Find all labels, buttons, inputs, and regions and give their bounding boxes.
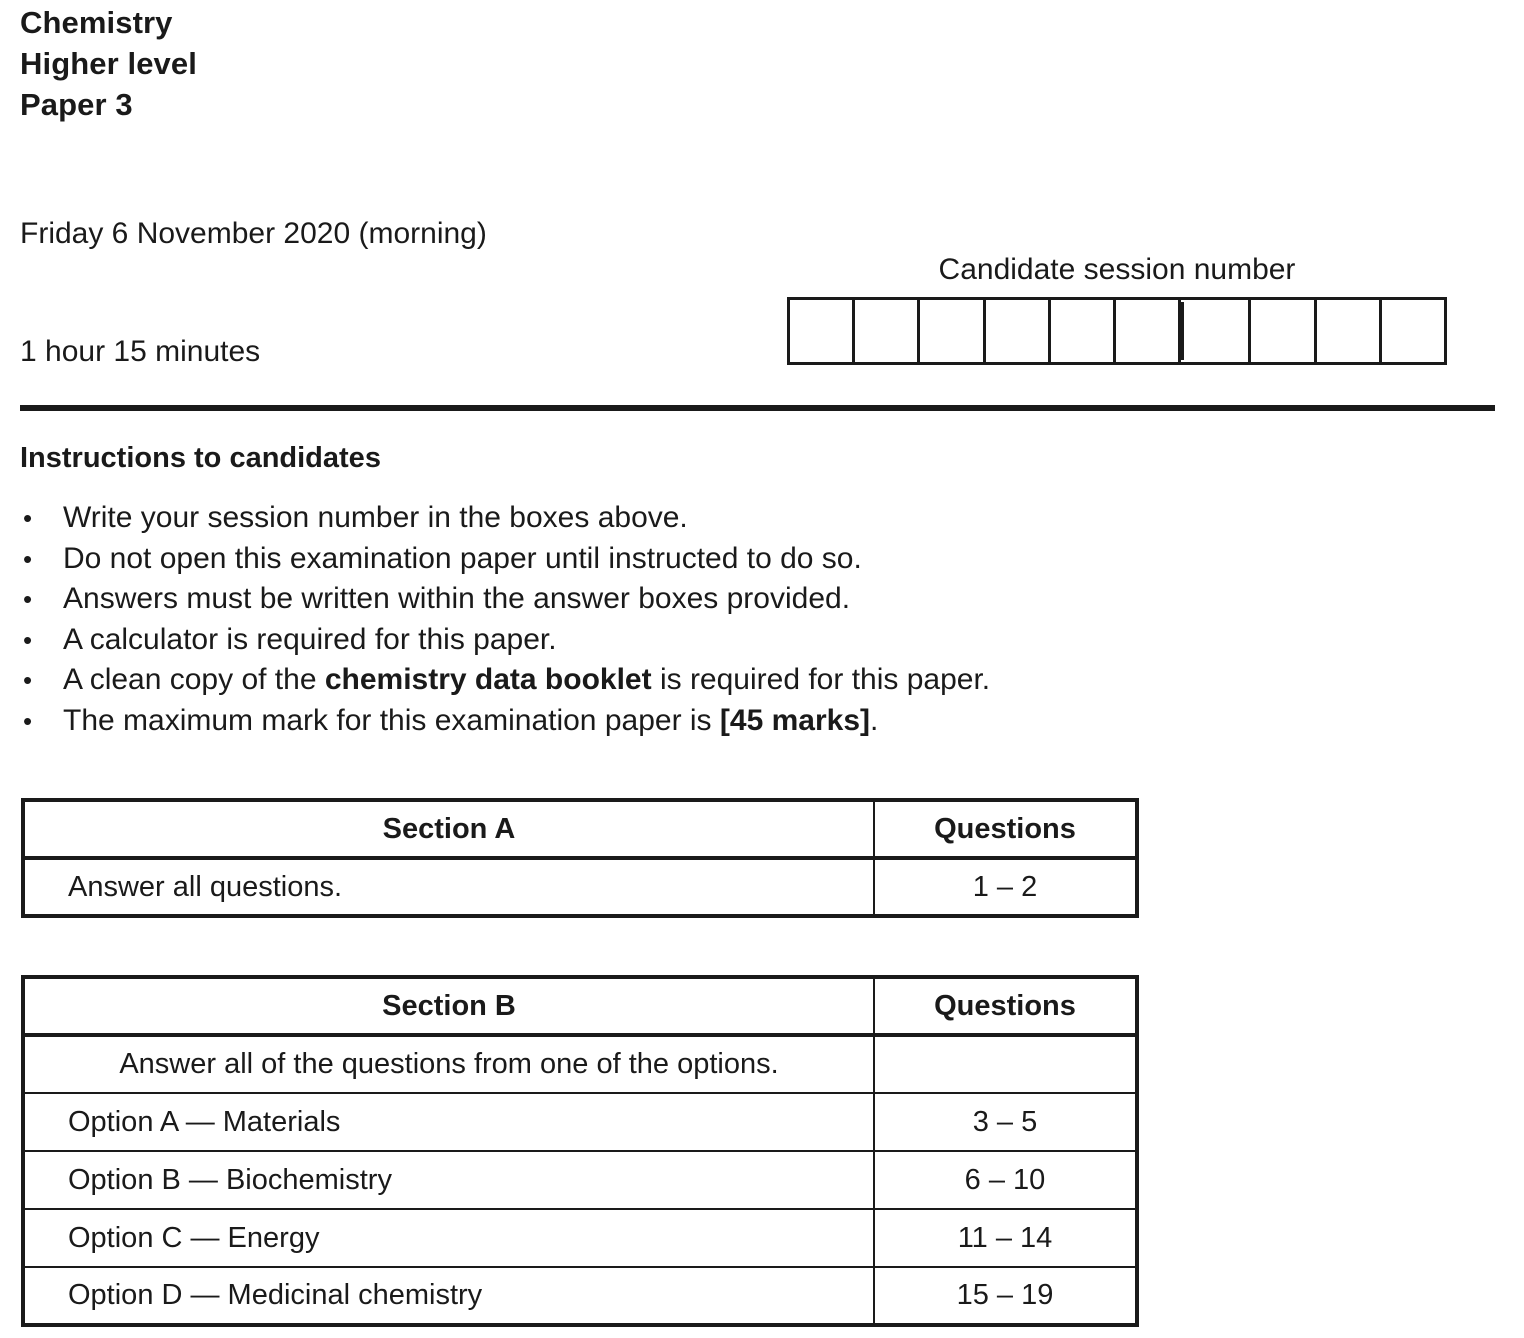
candidate-session-number-label: Candidate session number: [938, 253, 1296, 286]
candidate-session-number-grid[interactable]: [787, 297, 1447, 365]
instruction-item: • The maximum mark for this examination paper is [45 marks].: [20, 701, 1220, 742]
session-number-cell[interactable]: [1317, 300, 1382, 362]
row-question-range: 6 – 10: [874, 1151, 1137, 1209]
session-number-cell[interactable]: [1186, 300, 1251, 362]
instructions-list: [20, 498, 1220, 741]
session-number-cell[interactable]: [920, 300, 985, 362]
title-paper: Paper 3: [20, 87, 133, 122]
instruction-item: • A clean copy of the chemistry data booklet is required for this paper.: [20, 660, 1220, 701]
table-row: [23, 1151, 1137, 1209]
table-header-row: [23, 800, 1137, 858]
row-description: Option B — Biochemistry: [23, 1151, 874, 1209]
session-number-cell[interactable]: [1251, 300, 1316, 362]
row-description: Option D — Medicinal chemistry: [23, 1267, 874, 1325]
instruction-item: • Answers must be written within the answer boxes provided.: [20, 579, 1220, 620]
table-row: [23, 1035, 1137, 1093]
row-question-range: 1 – 2: [874, 858, 1137, 916]
table-row: [23, 858, 1137, 916]
title-subject: Chemistry: [20, 5, 173, 40]
row-question-range: 3 – 5: [874, 1093, 1137, 1151]
session-number-cell[interactable]: [855, 300, 920, 362]
candidate-session-number: [787, 252, 1447, 365]
row-description: Answer all of the questions from one of the options.: [23, 1035, 874, 1093]
section-b-header-questions: Questions: [874, 977, 1137, 1035]
section-a-table: [21, 798, 1139, 918]
row-question-range: 15 – 19: [874, 1267, 1137, 1325]
table-row: [23, 1093, 1137, 1151]
instruction-item: • Write your session number in the boxes above.: [20, 498, 1220, 539]
row-question-range: 11 – 14: [874, 1209, 1137, 1267]
table-row: [23, 1209, 1137, 1267]
section-b-table: [21, 975, 1139, 1327]
table-header-row: [23, 977, 1137, 1035]
title-level: Higher level: [20, 46, 197, 81]
session-number-cell[interactable]: [790, 300, 855, 362]
row-description: Answer all questions.: [23, 858, 874, 916]
instructions-heading: Instructions to candidates: [20, 442, 381, 474]
session-number-cell[interactable]: [1116, 300, 1181, 362]
session-number-cell[interactable]: [1382, 300, 1444, 362]
header-divider-rule: [20, 405, 1495, 411]
exam-date: Friday 6 November 2020 (morning): [20, 217, 487, 250]
section-a-header-label: Section A: [23, 800, 874, 858]
page-title: [20, 2, 197, 125]
row-description: Option C — Energy: [23, 1209, 874, 1267]
session-number-cell[interactable]: [986, 300, 1051, 362]
section-a-header-questions: Questions: [874, 800, 1137, 858]
instruction-item: • A calculator is required for this paper.: [20, 620, 1220, 661]
row-question-range: [874, 1035, 1137, 1093]
section-b-header-label: Section B: [23, 977, 874, 1035]
row-description: Option A — Materials: [23, 1093, 874, 1151]
table-row: [23, 1267, 1137, 1325]
instruction-item: • Do not open this examination paper until instructed to do so.: [20, 539, 1220, 580]
session-number-cell[interactable]: [1051, 300, 1116, 362]
exam-duration: 1 hour 15 minutes: [20, 335, 261, 368]
